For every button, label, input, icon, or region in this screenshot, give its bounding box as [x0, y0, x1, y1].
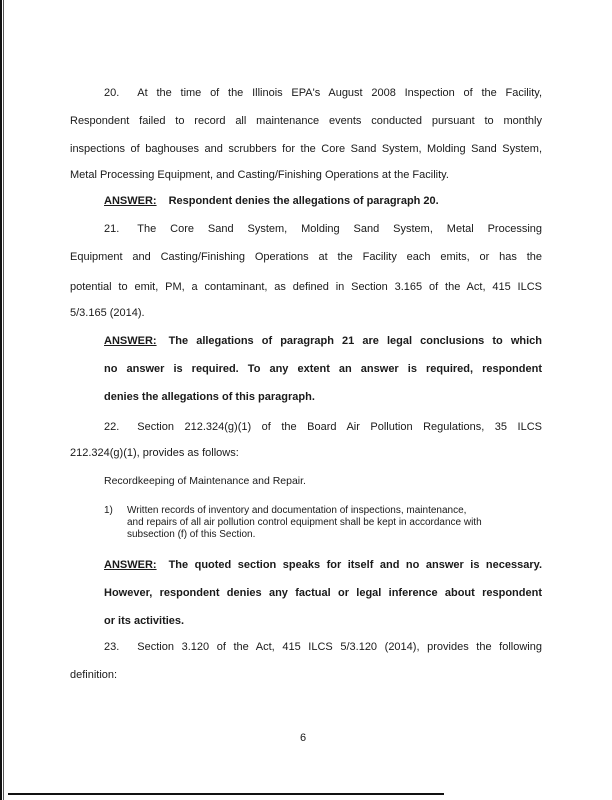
answer-21-label: ANSWER: — [104, 335, 157, 347]
paragraph-22-line-1 — [70, 420, 542, 434]
paragraph-21-line-4: 5/3.165 (2014). — [70, 307, 145, 319]
scan-edge-left-inner — [3, 0, 4, 800]
paragraph-20-text-1: At the time of the Illinois EPA's August 2008 Inspection of the Facility, — [137, 87, 542, 99]
quote-22-item-line-1: Written records of inventory and documentation of inspections, maintenance, — [127, 505, 467, 516]
quote-22-item-line-3: subsection (f) of this Section. — [127, 529, 256, 540]
paragraph-22-line-2: 212.324(g)(1), provides as follows: — [70, 447, 239, 459]
paragraph-22-text-1: Section 212.324(g)(1) of the Board Air Pollution Regulations, 35 ILCS — [137, 421, 542, 433]
paragraph-23-text-1: Section 3.120 of the Act, 415 ILCS 5/3.120 (2014), provides the following — [137, 641, 542, 653]
paragraph-21-number: 21. — [104, 223, 120, 235]
paragraph-21-line-3: potential to emit, PM, a contaminant, as defined in Section 3.165 of the Act, 415 ILCS — [70, 281, 542, 293]
paragraph-22-number: 22. — [104, 421, 120, 433]
quote-22-item-line-2: and repairs of all air pollution control equipment shall be kept in accordance with — [127, 517, 482, 528]
paragraph-21-line-1 — [70, 222, 542, 236]
paragraph-20-line-2: Respondent failed to record all maintenance events conducted pursuant to monthly — [70, 115, 542, 127]
answer-20 — [70, 194, 542, 208]
answer-21-line-1 — [70, 334, 542, 348]
answer-22-label: ANSWER: — [104, 559, 157, 571]
paragraph-21-text-1: The Core Sand System, Molding Sand System, Metal Processing — [137, 223, 542, 235]
answer-22-line-1 — [70, 558, 542, 572]
answer-22-text-1: The quoted section speaks for itself and no answer is necessary. — [168, 559, 542, 571]
page-number: 6 — [300, 732, 307, 744]
paragraph-20-line-4: Metal Processing Equipment, and Casting/Finishing Operations at the Facility. — [70, 169, 449, 181]
answer-21-line-2: no answer is required. To any extent an answer is required, respondent — [104, 363, 542, 375]
answer-20-text: Respondent denies the allegations of paragraph 20. — [168, 195, 439, 207]
answer-20-label: ANSWER: — [104, 195, 157, 207]
paragraph-20-line-1 — [70, 86, 542, 100]
paragraph-23-number: 23. — [104, 641, 120, 653]
answer-21-text-1: The allegations of paragraph 21 are legal conclusions to which — [168, 335, 542, 347]
answer-21-line-3: denies the allegations of this paragraph. — [104, 391, 315, 403]
paragraph-23-line-2: definition: — [70, 669, 118, 681]
answer-22-line-2: However, respondent denies any factual or legal inference about respondent — [104, 587, 542, 599]
quote-22-item-number: 1) — [104, 505, 113, 516]
scan-edge-left — [0, 0, 2, 800]
bottom-rule — [8, 793, 444, 795]
paragraph-21-line-2: Equipment and Casting/Finishing Operations at the Facility each emits, or has the — [70, 251, 542, 263]
paragraph-20-number: 20. — [104, 87, 120, 99]
paragraph-23-line-1 — [70, 640, 542, 654]
paragraph-20-line-3: inspections of baghouses and scrubbers for the Core Sand System, Molding Sand System, — [70, 143, 542, 155]
quote-22-heading: Recordkeeping of Maintenance and Repair. — [104, 475, 306, 487]
answer-22-line-3: or its activities. — [104, 615, 185, 627]
